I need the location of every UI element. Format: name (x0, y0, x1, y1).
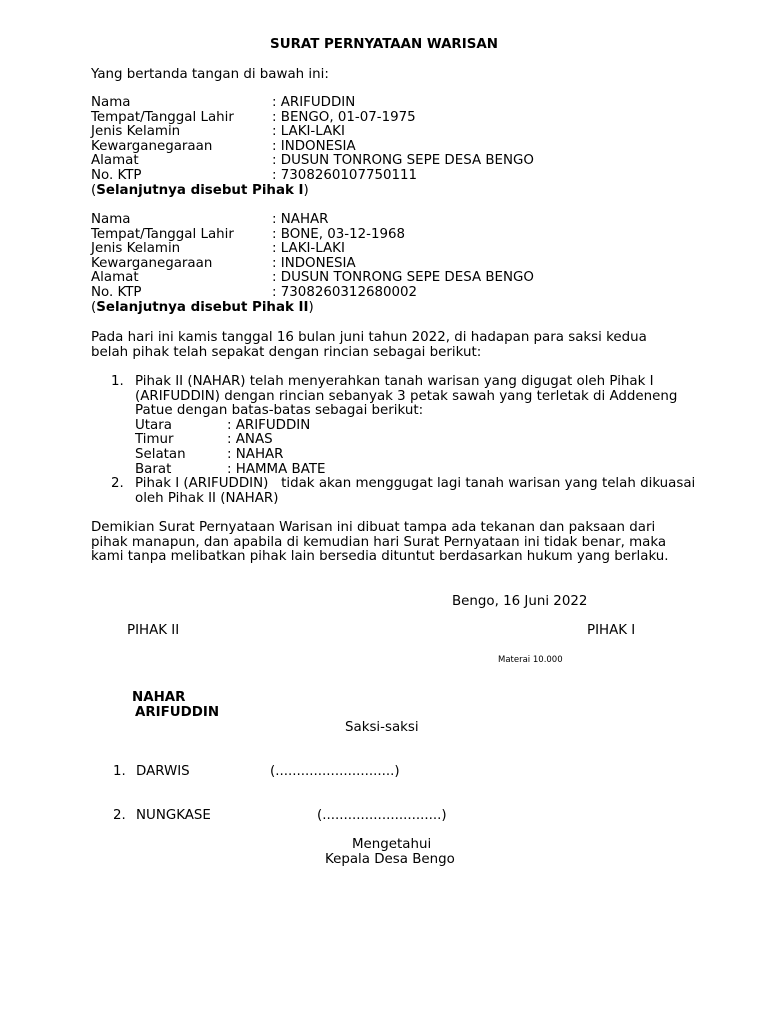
paren-open: ( (91, 299, 97, 315)
paren-close: ) (308, 299, 314, 315)
boundary-label: Barat (135, 461, 172, 477)
place-date: Bengo, 16 Juni 2022 (452, 594, 588, 609)
boundary-value: : ARIFUDDIN (227, 417, 311, 433)
field-label: Kewarganegaraan (91, 255, 213, 271)
boundary-list (135, 419, 701, 477)
pihak1-row (91, 125, 711, 140)
pihak2-row (91, 242, 711, 257)
agreement-list (111, 375, 701, 506)
field-value: : DUSUN TONRONG SEPE DESA BENGO (272, 270, 534, 286)
paren-open: ( (91, 182, 97, 198)
field-label: No. KTP (91, 284, 142, 300)
field-value: : NAHAR (272, 212, 329, 227)
list-item-text: Pihak II (NAHAR) telah menyerahkan tanah warisan yang digugat oleh Pihak I (ARIFUDDIN) dengan rincian sebanyak 3 petak sawah yang terletak di Addeneng Patue dengan batas-batas sebagai berikut: (135, 374, 678, 419)
boundary-row (135, 419, 701, 434)
field-value: : INDONESIA (272, 138, 356, 154)
field-label: Alamat (91, 270, 139, 286)
boundary-value: : ANAS (227, 432, 273, 448)
pihak2-row (91, 286, 711, 301)
field-value: : LAKI-LAKI (272, 124, 345, 140)
field-value: : DUSUN TONRONG SEPE DESA BENGO (272, 153, 534, 169)
witness-name: DARWIS (136, 764, 190, 779)
witness-number: 1. (113, 764, 126, 779)
list-item (111, 477, 701, 506)
signatory-left-label: PIHAK II (127, 623, 180, 638)
boundary-row (135, 433, 701, 448)
paren-close: ) (303, 182, 309, 198)
village-head-title: Kepala Desa Bengo (325, 852, 455, 867)
pihak2-row (91, 213, 711, 228)
pihak1-identity (91, 96, 711, 198)
field-label: Alamat (91, 153, 139, 169)
field-label: Nama (91, 212, 131, 227)
field-value: : BONE, 03-12-1968 (272, 226, 406, 242)
witness-name: NUNGKASE (136, 808, 211, 823)
field-value: : ARIFUDDIN (272, 95, 356, 110)
pihak2-identity (91, 213, 711, 315)
acknowledge-label: Mengetahui (352, 837, 432, 852)
boundary-row (135, 463, 701, 478)
list-item (111, 375, 701, 477)
boundary-value: : HAMMA BATE (227, 461, 326, 477)
signatory-right-name: ARIFUDDIN (135, 705, 220, 720)
list-number: 1. (111, 374, 124, 389)
field-value: : LAKI-LAKI (272, 241, 345, 257)
witness-signature-line: (............................) (317, 808, 447, 823)
witness-number: 2. (113, 808, 126, 823)
pihak1-row (91, 140, 711, 155)
field-value: : 7308260107750111 (272, 167, 418, 183)
pihak1-row (91, 111, 711, 126)
field-label: Jenis Kelamin (91, 241, 181, 257)
field-label: Jenis Kelamin (91, 124, 181, 140)
field-label: Nama (91, 95, 131, 110)
field-value: : INDONESIA (272, 255, 356, 271)
boundary-label: Selatan (135, 446, 186, 462)
pihak2-row (91, 257, 711, 272)
field-value: : BENGO, 01-07-1975 (272, 109, 416, 125)
document-title: SURAT PERNYATAAN WARISAN (270, 37, 498, 52)
boundary-label: Timur (135, 432, 174, 448)
designation-text: Selanjutnya disebut Pihak I (96, 182, 304, 198)
field-value: : 7308260312680002 (272, 284, 418, 300)
boundary-value: : NAHAR (227, 446, 284, 462)
materai-stamp-label: Materai 10.000 (498, 655, 563, 665)
witness-title: Saksi-saksi (345, 720, 419, 735)
pihak2-row (91, 271, 711, 286)
field-label: Tempat/Tanggal Lahir (91, 226, 234, 242)
list-item-text: Pihak I (ARIFUDDIN) tidak akan menggugat lagi tanah warisan yang telah dikuasai oleh Pihak II (NAHAR) (135, 476, 700, 506)
intro-text: Yang bertanda tangan di bawah ini: (91, 67, 329, 82)
closing-paragraph: Demikian Surat Pernyataan Warisan ini dibuat tampa ada tekanan dan paksaan dari pihak manapun, dan apabila di kemudian hari Surat Pernyataan ini tidak benar, maka kami tanpa melibatkan pihak lain bersedia dituntut berdasarkan hukum yang berlaku. (91, 520, 669, 565)
pihak1-row (91, 154, 711, 169)
witness-signature-line: (............................) (270, 764, 400, 779)
agreement-intro: Pada hari ini kamis tanggal 16 bulan juni tahun 2022, di hadapan para saksi kedua belah pihak telah sepakat dengan rincian sebagai berikut: (91, 330, 647, 360)
boundary-label: Utara (135, 417, 172, 433)
field-label: No. KTP (91, 167, 142, 183)
pihak2-row (91, 228, 711, 243)
pihak1-row (91, 96, 711, 111)
field-label: Tempat/Tanggal Lahir (91, 109, 234, 125)
signatory-right-label: PIHAK I (587, 623, 636, 638)
pihak1-designation (91, 184, 711, 199)
list-number: 2. (111, 476, 124, 492)
designation-text: Selanjutnya disebut Pihak II (96, 299, 309, 315)
signatory-left-name: NAHAR (132, 690, 186, 705)
pihak2-designation (91, 301, 711, 316)
field-label: Kewarganegaraan (91, 138, 213, 154)
boundary-row (135, 448, 701, 463)
pihak1-row (91, 169, 711, 184)
